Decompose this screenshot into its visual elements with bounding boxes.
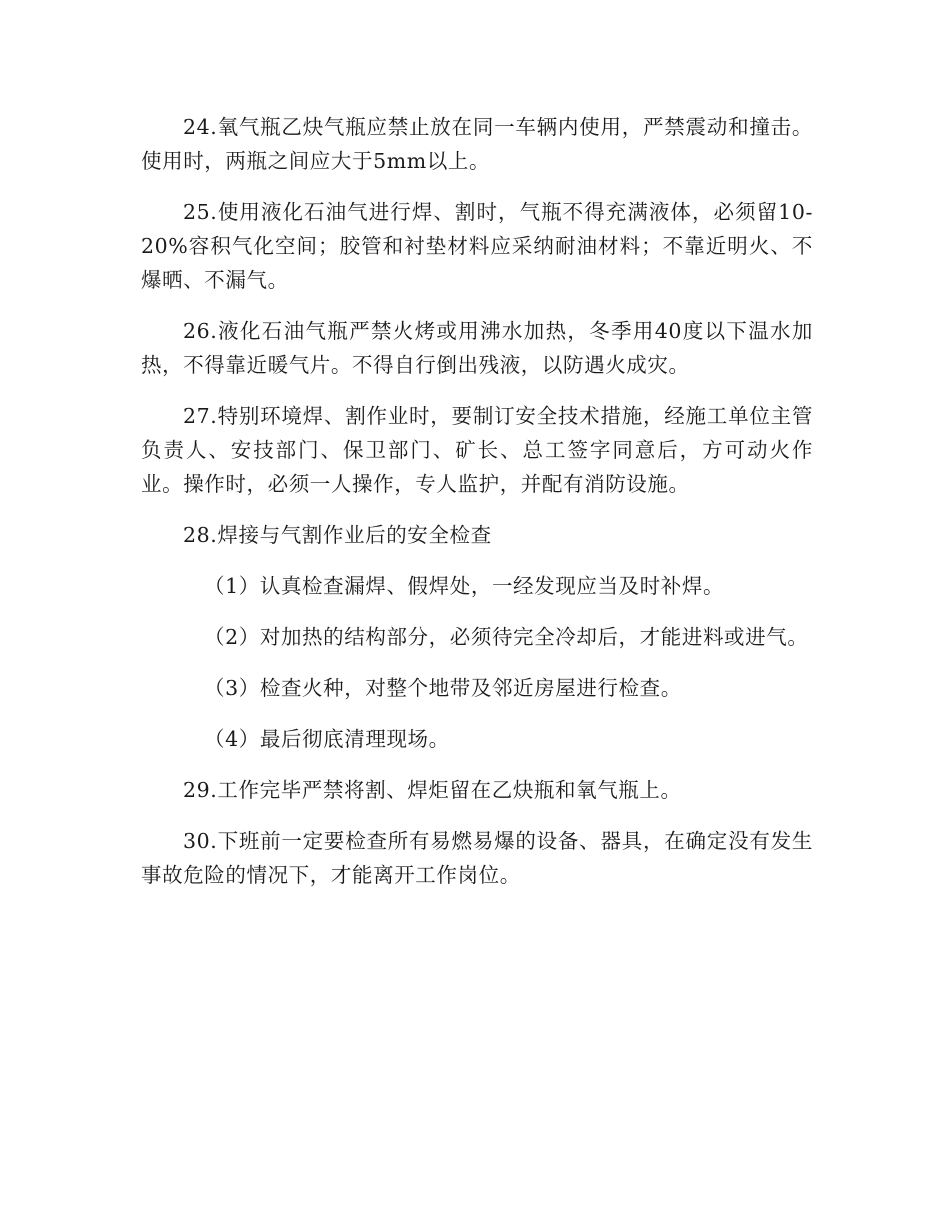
paragraph-26: 26.液化石油气瓶严禁火烤或用沸水加热，冬季用40度以下温水加热，不得靠近暖气片。不得自行倒出残液，以防遇火成灾。 (141, 319, 813, 377)
paragraph-25: 25.使用液化石油气进行焊、割时，气瓶不得充满液体，必须留10-20%容积气化空间；胶管和衬垫材料应采纳耐油材料；不靠近明火、不爆晒、不漏气。 (141, 200, 813, 292)
paragraph-28-item-1: （1）认真检查漏焊、假焊处，一经发现应当及时补焊。 (204, 574, 725, 598)
paragraph-28-item-4: （4）最后彻底清理现场。 (204, 727, 450, 751)
paragraph-28-item-2: （2）对加热的结构部分，必须待完全冷却后，才能进料或进气。 (204, 625, 809, 649)
document-body (141, 110, 813, 909)
paragraph-27: 27.特别环境焊、割作业时，要制订安全技术措施，经施工单位主管负责人、安技部门、保卫部门、矿长、总工签字同意后，方可动火作业。操作时，必须一人操作，专人监护，并配有消防设施。 (141, 404, 813, 496)
paragraph-28-item-3: （3）检查火种，对整个地带及邻近房屋进行检查。 (204, 676, 682, 700)
paragraph-24: 24.氧气瓶乙炔气瓶应禁止放在同一车辆内使用，严禁震动和撞击。使用时，两瓶之间应大于5mm以上。 (141, 115, 813, 173)
paragraph-30: 30.下班前一定要检查所有易燃易爆的设备、器具，在确定没有发生事故危险的情况下，才能离开工作岗位。 (141, 829, 813, 887)
paragraph-28-heading: 28.焊接与气割作业后的安全检查 (183, 523, 492, 547)
paragraph-29: 29.工作完毕严禁将割、焊炬留在乙炔瓶和氧气瓶上。 (183, 778, 682, 802)
